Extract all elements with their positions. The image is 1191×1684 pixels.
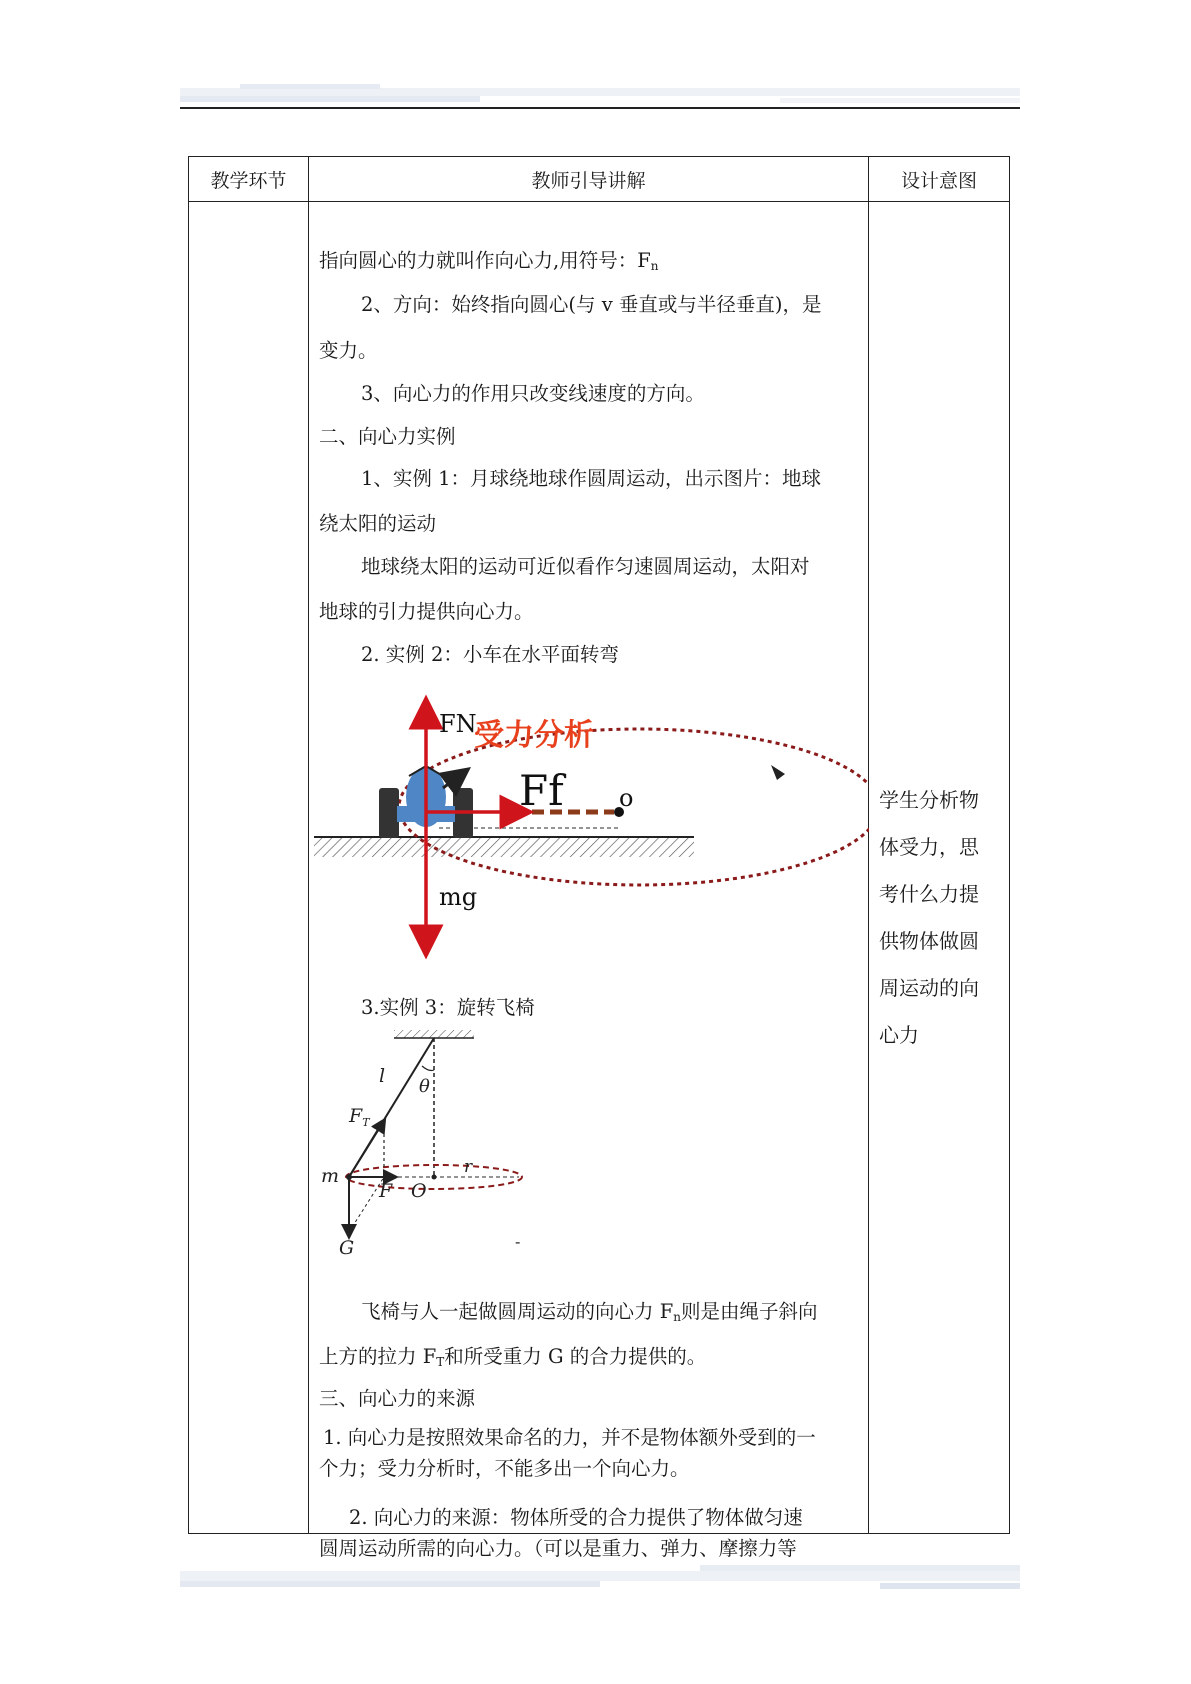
text-line — [361, 1300, 817, 1329]
text-line: 1、实例 1：月球绕地球作圆周运动，出示图片：地球 — [361, 467, 822, 490]
guidance-cell — [309, 202, 869, 1560]
section-heading: 二、向心力实例 — [319, 425, 456, 448]
text-line: 地球的引力提供向心力。 — [319, 600, 534, 623]
label-g: G — [339, 1237, 355, 1259]
path-arrowhead — [771, 765, 785, 780]
label-l: l — [379, 1065, 386, 1087]
text-line: 地球绕太阳的运动可近似看作匀速圆周运动，太阳对 — [361, 555, 810, 578]
text-run: 指向圆心的力就叫作向心力,用符号：F — [319, 249, 651, 272]
header-decoration — [180, 84, 1020, 106]
center-o — [432, 1175, 437, 1180]
subscript: T — [436, 1355, 445, 1369]
label-o: o — [619, 784, 634, 812]
label-m: m — [321, 1165, 340, 1187]
label-r: r — [464, 1157, 473, 1177]
text-line — [319, 249, 658, 278]
text-run: 则是由绳子斜向 — [680, 1300, 818, 1323]
subscript: n — [650, 259, 659, 273]
label-o-center: O — [411, 1180, 427, 1202]
design-intent-cell — [869, 202, 1010, 1534]
table-header-row — [189, 157, 1010, 202]
label-fn: FN — [439, 710, 477, 738]
person-mass — [346, 1174, 352, 1180]
stage-cell — [189, 202, 309, 1534]
intent-line: 考什么力提 — [879, 882, 979, 906]
label-ff: Ff — [519, 766, 564, 815]
intent-line: 供物体做圆 — [879, 929, 979, 953]
text-line: 绕太阳的运动 — [319, 512, 437, 535]
ceiling-hatch — [394, 1030, 474, 1038]
intent-line: 周运动的向 — [879, 976, 979, 1000]
label-ft — [348, 1105, 371, 1129]
header-design-intent: 设计意图 — [869, 157, 1010, 202]
text-line: 2. 实例 2：小车在水平面转弯 — [361, 643, 619, 666]
lesson-table — [188, 156, 1010, 1560]
subscript: n — [673, 1310, 681, 1324]
text-run: 飞椅与人一起做圆周运动的向心力 F — [361, 1300, 674, 1323]
label-ft-main: F — [349, 1105, 363, 1127]
stray-mark: - — [515, 1232, 521, 1251]
text-line: 2. 向心力的来源：物体所受的合力提供了物体做匀速 — [349, 1506, 803, 1529]
text-line: 2、方向：始终指向圆心(与 v 垂直或与半径垂直)，是 — [361, 293, 822, 316]
label-mg: mg — [439, 883, 478, 911]
theta-arc — [422, 1066, 434, 1071]
table-body-row — [189, 202, 1010, 1534]
footer-decoration — [180, 1565, 1020, 1593]
text-line: 个力；受力分析时，不能多出一个向心力。 — [319, 1457, 690, 1480]
text-run: 上方的拉力 F — [319, 1345, 437, 1368]
intent-line: 心力 — [879, 1023, 919, 1047]
wheel-left — [379, 788, 399, 838]
text-line: 3.实例 3：旋转飞椅 — [361, 996, 535, 1019]
text-run: 和所受重力 G 的合力提供的。 — [444, 1345, 707, 1368]
section-heading: 三、向心力的来源 — [319, 1387, 476, 1410]
intent-line: 体受力，思 — [879, 835, 979, 859]
text-line: 3、向心力的作用只改变线速度的方向。 — [361, 382, 705, 405]
steering-arrow — [443, 776, 459, 788]
label-theta: θ — [419, 1076, 430, 1097]
header-rule — [180, 107, 1020, 109]
label-f: F — [379, 1180, 393, 1202]
header-teaching-stage: 教学环节 — [189, 157, 309, 202]
car-force-diagram — [309, 692, 869, 962]
text-line: 圆周运动所需的向心力。（可以是重力、弹力、摩擦力等 — [319, 1537, 797, 1560]
ground-hatch — [314, 837, 694, 857]
text-line — [319, 1345, 706, 1374]
intent-line: 学生分析物 — [879, 788, 979, 812]
text-line: 1. 向心力是按照效果命名的力，并不是物体额外受到的一 — [323, 1426, 816, 1449]
header-teacher-guidance: 教师引导讲解 — [309, 157, 869, 202]
text-line: 变力。 — [319, 339, 378, 362]
label-ft-sub: T — [362, 1116, 370, 1129]
swing-chair-diagram — [309, 1022, 869, 1272]
figure-title: 受力分析 — [474, 718, 594, 753]
